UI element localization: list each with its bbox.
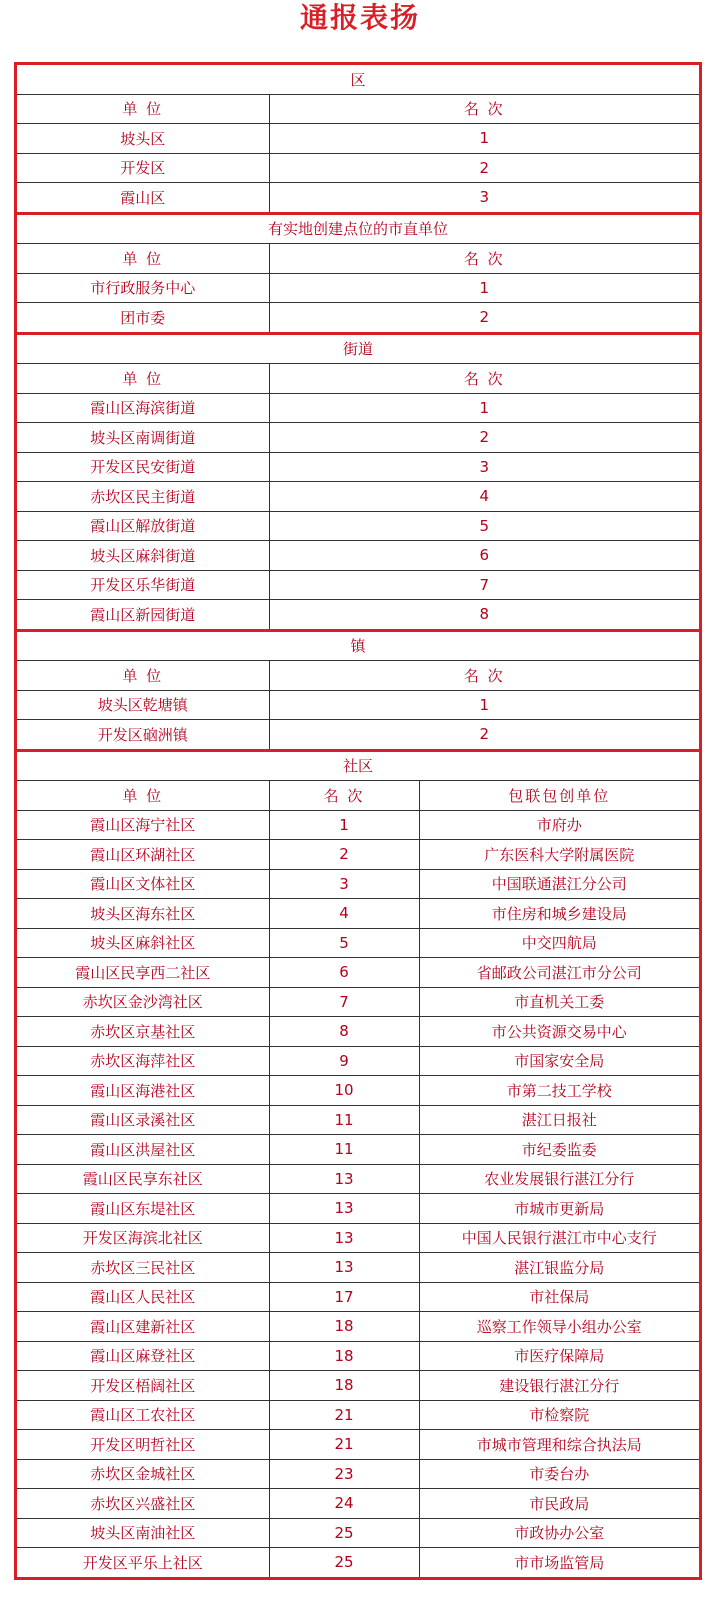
column-header: 名 次 bbox=[269, 244, 699, 274]
section-table bbox=[17, 632, 699, 749]
table-row bbox=[17, 393, 699, 423]
table-row bbox=[17, 1046, 699, 1076]
rank-cell: 3 bbox=[269, 452, 699, 482]
unit-cell: 赤坎区三民社区 bbox=[17, 1253, 269, 1283]
table-row bbox=[17, 183, 699, 212]
rank-cell: 2 bbox=[269, 153, 699, 183]
partner-unit-cell: 市委台办 bbox=[419, 1459, 699, 1489]
unit-cell: 霞山区洪屋社区 bbox=[17, 1135, 269, 1165]
column-header: 包联包创单位 bbox=[419, 781, 699, 811]
table-row bbox=[17, 482, 699, 512]
section-title: 有实地创建点位的市直单位 bbox=[17, 215, 699, 244]
table-row bbox=[17, 1459, 699, 1489]
section-title: 镇 bbox=[17, 632, 699, 661]
partner-unit-cell: 市国家安全局 bbox=[419, 1046, 699, 1076]
partner-unit-cell: 中国联通湛江分公司 bbox=[419, 869, 699, 899]
rank-cell: 1 bbox=[269, 273, 699, 303]
unit-cell: 赤坎区民主街道 bbox=[17, 482, 269, 512]
column-header: 单 位 bbox=[17, 94, 269, 124]
column-header: 单 位 bbox=[17, 364, 269, 394]
table-row bbox=[17, 1548, 699, 1577]
section-4 bbox=[14, 629, 702, 752]
table-row bbox=[17, 600, 699, 629]
rank-cell: 13 bbox=[269, 1194, 419, 1224]
rank-cell: 8 bbox=[269, 1017, 419, 1047]
rank-cell: 18 bbox=[269, 1312, 419, 1342]
unit-cell: 开发区平乐上社区 bbox=[17, 1548, 269, 1577]
section-table bbox=[17, 65, 699, 212]
rank-cell: 3 bbox=[269, 869, 419, 899]
rank-cell: 24 bbox=[269, 1489, 419, 1519]
rank-cell: 6 bbox=[269, 958, 419, 988]
table-row bbox=[17, 987, 699, 1017]
rank-cell: 10 bbox=[269, 1076, 419, 1106]
table-row bbox=[17, 1017, 699, 1047]
unit-cell: 霞山区新园街道 bbox=[17, 600, 269, 629]
table-row bbox=[17, 511, 699, 541]
unit-cell: 赤坎区兴盛社区 bbox=[17, 1489, 269, 1519]
column-header: 单 位 bbox=[17, 244, 269, 274]
unit-cell: 开发区乐华街道 bbox=[17, 570, 269, 600]
table-row bbox=[17, 869, 699, 899]
column-header: 名 次 bbox=[269, 661, 699, 691]
section-5 bbox=[14, 749, 702, 1580]
unit-cell: 霞山区海宁社区 bbox=[17, 810, 269, 840]
rank-cell: 25 bbox=[269, 1518, 419, 1548]
partner-unit-cell: 市公共资源交易中心 bbox=[419, 1017, 699, 1047]
section-3 bbox=[14, 332, 702, 632]
section-2 bbox=[14, 212, 702, 335]
column-header: 名 次 bbox=[269, 94, 699, 124]
unit-cell: 霞山区人民社区 bbox=[17, 1282, 269, 1312]
partner-unit-cell: 湛江银监分局 bbox=[419, 1253, 699, 1283]
rank-cell: 13 bbox=[269, 1253, 419, 1283]
unit-cell: 开发区明哲社区 bbox=[17, 1430, 269, 1460]
table-row bbox=[17, 124, 699, 154]
rank-cell: 8 bbox=[479, 605, 490, 624]
section-title: 区 bbox=[17, 65, 699, 94]
unit-cell: 霞山区海港社区 bbox=[17, 1076, 269, 1106]
partner-unit-cell: 巡察工作领导小组办公室 bbox=[419, 1312, 699, 1342]
rank-cell: 21 bbox=[269, 1400, 419, 1430]
table-row bbox=[17, 690, 699, 720]
section-1 bbox=[14, 62, 702, 215]
section-title: 街道 bbox=[17, 335, 699, 364]
table-row bbox=[17, 928, 699, 958]
rank-cell: 18 bbox=[269, 1341, 419, 1371]
table-row bbox=[17, 1253, 699, 1283]
table-row bbox=[17, 423, 699, 453]
section-table bbox=[17, 335, 699, 629]
unit-cell: 坡头区 bbox=[17, 124, 269, 154]
unit-cell: 霞山区 bbox=[17, 183, 269, 212]
rank-cell: 11 bbox=[269, 1105, 419, 1135]
table-row bbox=[17, 1489, 699, 1519]
unit-cell: 霞山区麻登社区 bbox=[17, 1341, 269, 1371]
unit-cell: 坡头区海东社区 bbox=[17, 899, 269, 929]
table-row bbox=[17, 273, 699, 303]
partner-unit-cell: 市住房和城乡建设局 bbox=[419, 899, 699, 929]
unit-cell: 开发区硇洲镇 bbox=[17, 720, 269, 749]
table-row bbox=[17, 810, 699, 840]
rank-cell: 13 bbox=[269, 1164, 419, 1194]
table-row bbox=[17, 1164, 699, 1194]
unit-cell: 赤坎区金沙湾社区 bbox=[17, 987, 269, 1017]
unit-cell: 霞山区民享西二社区 bbox=[17, 958, 269, 988]
unit-cell: 开发区 bbox=[17, 153, 269, 183]
partner-unit-cell: 市直机关工委 bbox=[419, 987, 699, 1017]
unit-cell: 开发区海滨北社区 bbox=[17, 1223, 269, 1253]
rank-cell: 3 bbox=[479, 188, 490, 207]
partner-unit-cell: 市第二技工学校 bbox=[419, 1076, 699, 1106]
unit-cell: 赤坎区金城社区 bbox=[17, 1459, 269, 1489]
rank-cell: 6 bbox=[269, 541, 699, 571]
rank-cell: 2 bbox=[269, 840, 419, 870]
table-row bbox=[17, 452, 699, 482]
section-table bbox=[17, 752, 699, 1577]
rank-cell: 17 bbox=[269, 1282, 419, 1312]
table-row bbox=[17, 1400, 699, 1430]
unit-cell: 坡头区麻斜街道 bbox=[17, 541, 269, 571]
unit-cell: 霞山区文体社区 bbox=[17, 869, 269, 899]
rank-cell: 5 bbox=[269, 928, 419, 958]
unit-cell: 霞山区环湖社区 bbox=[17, 840, 269, 870]
column-header: 单 位 bbox=[17, 781, 269, 811]
partner-unit-cell: 湛江日报社 bbox=[419, 1105, 699, 1135]
unit-cell: 坡头区麻斜社区 bbox=[17, 928, 269, 958]
partner-unit-cell: 农业发展银行湛江分行 bbox=[419, 1164, 699, 1194]
unit-cell: 霞山区录溪社区 bbox=[17, 1105, 269, 1135]
partner-unit-cell: 建设银行湛江分行 bbox=[419, 1371, 699, 1401]
table-row bbox=[17, 958, 699, 988]
unit-cell: 霞山区民享东社区 bbox=[17, 1164, 269, 1194]
unit-cell: 坡头区乾塘镇 bbox=[17, 690, 269, 720]
table-row bbox=[17, 1312, 699, 1342]
rank-cell: 1 bbox=[269, 690, 699, 720]
column-header: 名 次 bbox=[269, 364, 699, 394]
rank-cell: 21 bbox=[269, 1430, 419, 1460]
partner-unit-cell: 市医疗保障局 bbox=[419, 1341, 699, 1371]
rank-cell: 4 bbox=[269, 482, 699, 512]
rank-cell: 18 bbox=[269, 1371, 419, 1401]
unit-cell: 开发区梧阔社区 bbox=[17, 1371, 269, 1401]
unit-cell: 霞山区海滨街道 bbox=[17, 393, 269, 423]
partner-unit-cell: 中国人民银行湛江市中心支行 bbox=[419, 1223, 699, 1253]
rank-cell: 11 bbox=[269, 1135, 419, 1165]
ranking-table bbox=[14, 62, 702, 1580]
page-title: 通报表扬 bbox=[299, 1, 420, 34]
table-row bbox=[17, 303, 699, 332]
unit-cell: 霞山区工农社区 bbox=[17, 1400, 269, 1430]
partner-unit-cell: 市府办 bbox=[419, 810, 699, 840]
unit-cell: 霞山区建新社区 bbox=[17, 1312, 269, 1342]
table-row bbox=[17, 1282, 699, 1312]
table-row bbox=[17, 153, 699, 183]
table-row bbox=[17, 1194, 699, 1224]
unit-cell: 赤坎区海萍社区 bbox=[17, 1046, 269, 1076]
rank-cell: 7 bbox=[269, 570, 699, 600]
table-row bbox=[17, 1341, 699, 1371]
column-header: 单 位 bbox=[17, 661, 269, 691]
rank-cell: 5 bbox=[269, 511, 699, 541]
partner-unit-cell: 市城市更新局 bbox=[419, 1194, 699, 1224]
partner-unit-cell: 市政协办公室 bbox=[419, 1518, 699, 1548]
table-row bbox=[17, 1518, 699, 1548]
table-row bbox=[17, 899, 699, 929]
unit-cell: 霞山区解放街道 bbox=[17, 511, 269, 541]
rank-cell: 7 bbox=[269, 987, 419, 1017]
unit-cell: 市行政服务中心 bbox=[17, 273, 269, 303]
table-row bbox=[17, 1371, 699, 1401]
rank-cell: 1 bbox=[269, 124, 699, 154]
unit-cell: 开发区民安街道 bbox=[17, 452, 269, 482]
unit-cell: 坡头区南调街道 bbox=[17, 423, 269, 453]
table-row bbox=[17, 570, 699, 600]
table-row bbox=[17, 1105, 699, 1135]
rank-cell: 9 bbox=[269, 1046, 419, 1076]
table-row bbox=[17, 840, 699, 870]
section-table bbox=[17, 215, 699, 332]
partner-unit-cell: 省邮政公司湛江市分公司 bbox=[419, 958, 699, 988]
rank-cell: 2 bbox=[479, 308, 490, 327]
partner-unit-cell: 市社保局 bbox=[419, 1282, 699, 1312]
table-row bbox=[17, 1223, 699, 1253]
column-header: 名 次 bbox=[269, 781, 419, 811]
table-row bbox=[17, 720, 699, 749]
unit-cell: 赤坎区京基社区 bbox=[17, 1017, 269, 1047]
partner-unit-cell: 广东医科大学附属医院 bbox=[419, 840, 699, 870]
partner-unit-cell: 市市场监管局 bbox=[514, 1553, 605, 1572]
rank-cell: 2 bbox=[479, 725, 490, 744]
partner-unit-cell: 中交四航局 bbox=[419, 928, 699, 958]
unit-cell: 坡头区南油社区 bbox=[17, 1518, 269, 1548]
table-row bbox=[17, 1076, 699, 1106]
partner-unit-cell: 市城市管理和综合执法局 bbox=[419, 1430, 699, 1460]
rank-cell: 25 bbox=[269, 1548, 419, 1577]
partner-unit-cell: 市民政局 bbox=[419, 1489, 699, 1519]
unit-cell: 团市委 bbox=[17, 303, 269, 332]
unit-cell: 霞山区东堤社区 bbox=[17, 1194, 269, 1224]
table-row bbox=[17, 1430, 699, 1460]
partner-unit-cell: 市纪委监委 bbox=[419, 1135, 699, 1165]
partner-unit-cell: 市检察院 bbox=[419, 1400, 699, 1430]
table-row bbox=[17, 541, 699, 571]
rank-cell: 23 bbox=[269, 1459, 419, 1489]
rank-cell: 1 bbox=[269, 810, 419, 840]
table-row bbox=[17, 1135, 699, 1165]
section-title: 社区 bbox=[17, 752, 699, 781]
rank-cell: 2 bbox=[269, 423, 699, 453]
rank-cell: 4 bbox=[269, 899, 419, 929]
rank-cell: 13 bbox=[269, 1223, 419, 1253]
rank-cell: 1 bbox=[269, 393, 699, 423]
